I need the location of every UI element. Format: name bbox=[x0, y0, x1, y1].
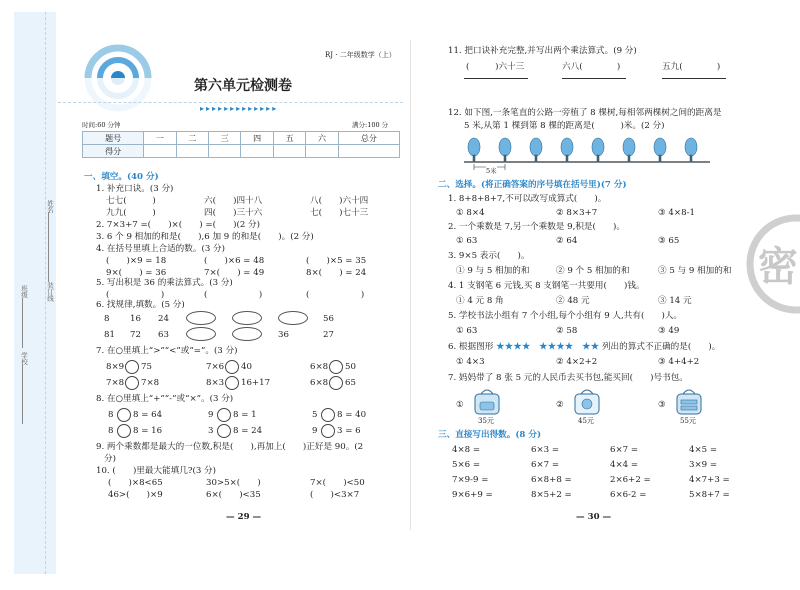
q9-text: 9. 两个乘数都是最大的一位数,积是( ),再加上( )正好是 90。(2 bbox=[96, 442, 364, 452]
binding-label-class: 班级 bbox=[20, 285, 28, 298]
oral-item: 4×7+3 = bbox=[689, 475, 730, 485]
q6-text: 6. 找规律,填数。(5 分) bbox=[96, 300, 185, 310]
score-header: 五 bbox=[273, 132, 305, 145]
q10-item: 46>( )×9 bbox=[108, 490, 163, 500]
backpack-icon bbox=[470, 386, 504, 416]
q7-circle[interactable] bbox=[125, 376, 139, 390]
choice-option[interactable]: ① 4 元 8 角 bbox=[456, 296, 504, 306]
section1-title: 一、填空。(40 分) bbox=[84, 172, 159, 182]
q1-item: 七( )七十三 bbox=[310, 208, 369, 218]
backpack-icon bbox=[570, 386, 604, 416]
oral-item: 6×6-2 = bbox=[610, 490, 647, 500]
q4-item: 7×( ) = 49 bbox=[204, 268, 265, 278]
q6-oval bbox=[278, 311, 308, 325]
q7-circle[interactable] bbox=[225, 376, 239, 390]
q8-text: 8. 在○里填上“+”“-”或“×”。(3 分) bbox=[96, 394, 234, 404]
q6-number: 24 bbox=[158, 314, 169, 324]
q7-left: 6×8 bbox=[310, 378, 329, 388]
oral-item: 6×3 = bbox=[531, 445, 560, 455]
choice-question: 1. 8+8+8+7,不可以改写成算式( )。 bbox=[448, 194, 607, 204]
q8-circle[interactable] bbox=[321, 424, 335, 438]
oral-item: 4×8 = bbox=[452, 445, 481, 455]
star-figure-icon: ★★★★ ★★★★ ★★ bbox=[496, 342, 600, 352]
oral-item: 3×9 = bbox=[689, 460, 718, 470]
choice-option[interactable]: ③ 5 与 9 相加的和 bbox=[658, 266, 732, 276]
q8-right: 3 = 6 bbox=[337, 426, 361, 436]
oral-item: 6×7 = bbox=[531, 460, 560, 470]
answer-line bbox=[562, 78, 626, 79]
oral-item: 7×9-9 = bbox=[452, 475, 489, 485]
oral-item: 8×5+2 = bbox=[531, 490, 572, 500]
binding-label-name: 姓名 bbox=[46, 200, 54, 213]
binding-label-school: 学校 bbox=[20, 352, 28, 365]
q11-text: 11. 把口诀补充完整,并写出两个乘法算式。(9 分) bbox=[448, 46, 637, 56]
q1-text: 1. 补充口诀。(3 分) bbox=[96, 184, 174, 194]
q4-text: 4. 在括号里填上合适的数。(3 分) bbox=[96, 244, 225, 254]
q7-right: 7×8 bbox=[141, 378, 160, 388]
score-header: 一 bbox=[144, 132, 176, 145]
q1-item: 八( )六十四 bbox=[310, 196, 369, 206]
page-divider bbox=[410, 40, 411, 530]
choice-question-pre: 6. 根据图形 bbox=[448, 342, 494, 352]
q7-circle[interactable] bbox=[329, 376, 343, 390]
q6-number: 36 bbox=[278, 330, 289, 340]
answer-line bbox=[464, 78, 528, 79]
q12-text: 12. 如下图,一条笔直的公路一旁植了 8 棵树,每相邻两棵树之间的距离是 bbox=[448, 108, 722, 118]
choice-question: 4. 1 支钢笔 6 元钱,买 8 支钢笔一共要用( )钱。 bbox=[448, 281, 645, 291]
q12-text-cont: 5 米,从第 1 棵到第 8 棵的距离是( )米。(2 分) bbox=[464, 121, 665, 131]
q8-left: 5 bbox=[312, 410, 318, 420]
choice-option[interactable]: ② 8×3+7 bbox=[556, 208, 598, 218]
q6-oval bbox=[232, 327, 262, 341]
q3-text: 3. 6 个 9 相加的和是( ),6 加 9 的和是( )。(2 分) bbox=[96, 232, 314, 242]
q8-right: 8 = 40 bbox=[337, 410, 367, 420]
q6-number: 81 bbox=[104, 330, 115, 340]
choice-option[interactable]: ② bbox=[556, 400, 564, 410]
choice-question: 3. 9×5 表示( )。 bbox=[448, 251, 530, 261]
svg-text:密: 密 bbox=[758, 244, 798, 290]
choice-option[interactable]: ③ 65 bbox=[658, 236, 680, 246]
tree-row-illustration bbox=[462, 136, 712, 172]
choice-option[interactable]: ① 63 bbox=[456, 326, 478, 336]
q1-item: 七七( ) bbox=[106, 196, 156, 206]
q4-item: ( )×9 = 18 bbox=[106, 256, 167, 266]
answer-line bbox=[662, 78, 726, 79]
choice-option[interactable]: ① 9 与 5 相加的和 bbox=[456, 266, 530, 276]
score-header: 二 bbox=[176, 132, 208, 145]
score-header: 六 bbox=[306, 132, 338, 145]
q7-right: 16+17 bbox=[241, 378, 271, 388]
full-score: 满分:100 分 bbox=[352, 121, 389, 129]
q8-circle[interactable] bbox=[217, 424, 231, 438]
choice-option[interactable]: ② 58 bbox=[556, 326, 578, 336]
q6-number: 63 bbox=[158, 330, 169, 340]
q7-right: 40 bbox=[241, 362, 252, 372]
choice-option[interactable]: ① 4×3 bbox=[456, 357, 485, 367]
q10-text: 10. ( )里最大能填几?(3 分) bbox=[96, 466, 216, 476]
q8-circle[interactable] bbox=[321, 408, 335, 422]
choice-option[interactable]: ① bbox=[456, 400, 464, 410]
oral-item: 9×6+9 = bbox=[452, 490, 493, 500]
q10-item: ( )×8<65 bbox=[108, 478, 163, 488]
q11-item: ( )六十三 bbox=[466, 62, 525, 72]
q8-left: 9 bbox=[208, 410, 214, 420]
choice-question: 5. 学校书法小组有 7 个小组,每个小组有 9 人,共有( )人。 bbox=[448, 311, 683, 321]
q10-item: 6×( )<35 bbox=[206, 490, 261, 500]
q8-left: 3 bbox=[208, 426, 214, 436]
oral-item: 4×4 = bbox=[610, 460, 639, 470]
q10-item: 7×( )<50 bbox=[310, 478, 365, 488]
choice-question: 7. 妈妈带了 8 张 5 元的人民币去买书包,能买回( )号书包。 bbox=[448, 373, 688, 383]
choice-option[interactable]: ② 64 bbox=[556, 236, 578, 246]
q11-item: 五九( ) bbox=[662, 62, 721, 72]
page-number-right: — 30 — bbox=[576, 512, 612, 522]
backpack-icon bbox=[672, 386, 706, 416]
oral-item: 5×6 = bbox=[452, 460, 481, 470]
score-header: 题号 bbox=[83, 132, 144, 145]
q6-number: 27 bbox=[323, 330, 334, 340]
choice-option[interactable]: ③ 14 元 bbox=[658, 296, 692, 306]
q6-number: 16 bbox=[130, 314, 141, 324]
q8-right: 8 = 64 bbox=[133, 410, 163, 420]
q8-circle[interactable] bbox=[117, 408, 131, 422]
oral-item: 5×8+7 = bbox=[689, 490, 730, 500]
q8-left: 8 bbox=[108, 410, 114, 420]
oral-item: 6×8+8 = bbox=[531, 475, 572, 485]
name-underline bbox=[48, 212, 49, 282]
q8-left: 9 bbox=[312, 426, 318, 436]
choice-option[interactable]: ② 48 元 bbox=[556, 296, 590, 306]
book-badge: RJ · 二年级数学（上） bbox=[325, 51, 396, 59]
seal-stamp-icon bbox=[744, 212, 800, 316]
oral-item: 4×5 = bbox=[689, 445, 718, 455]
q5-text: 5. 写出积是 36 的乘法算式。(3 分) bbox=[96, 278, 233, 288]
q8-left: 8 bbox=[108, 426, 114, 436]
score-cell[interactable] bbox=[273, 145, 305, 158]
q10-item: ( )<3×7 bbox=[310, 490, 360, 500]
q6-oval bbox=[186, 311, 216, 325]
q7-left: 6×8 bbox=[310, 362, 329, 372]
choice-option[interactable]: ③ 4×8-1 bbox=[658, 208, 695, 218]
q7-right: 65 bbox=[345, 378, 356, 388]
choice-option[interactable]: ③ 49 bbox=[658, 326, 680, 336]
q6-number: 56 bbox=[323, 314, 334, 324]
q8-circle[interactable] bbox=[117, 424, 131, 438]
q6-number: 8 bbox=[104, 314, 110, 324]
bag-price: 55元 bbox=[680, 417, 696, 425]
q6-oval bbox=[232, 311, 262, 325]
score-cell[interactable] bbox=[241, 145, 273, 158]
page-title: 第六单元检测卷 bbox=[194, 78, 292, 94]
binding-label-line: 装订线 bbox=[46, 282, 54, 302]
q7-left: 8×9 bbox=[106, 362, 125, 372]
score-table bbox=[82, 131, 400, 158]
bag-price: 45元 bbox=[578, 417, 594, 425]
arrow-row-decoration: ▸▸▸▸▸▸▸▸▸▸▸▸▸ bbox=[200, 104, 279, 113]
q4-item: 9×( ) = 36 bbox=[106, 268, 167, 278]
section3-title: 三、直接写出得数。(8 分) bbox=[438, 430, 542, 440]
q6-number: 72 bbox=[130, 330, 141, 340]
oral-item: 2×6+2 = bbox=[610, 475, 651, 485]
q8-circle[interactable] bbox=[217, 408, 231, 422]
q7-circle[interactable] bbox=[225, 360, 239, 374]
tree-distance-label: 5米 bbox=[486, 167, 497, 175]
choice-option[interactable]: ③ bbox=[658, 400, 666, 410]
score-cell[interactable] bbox=[144, 145, 176, 158]
q7-circle[interactable] bbox=[125, 360, 139, 374]
score-header: 总分 bbox=[338, 132, 399, 145]
score-cell[interactable] bbox=[209, 145, 241, 158]
class-underline bbox=[22, 298, 23, 348]
choice-option[interactable]: ② 9 个 5 相加的和 bbox=[556, 266, 630, 276]
choice-option[interactable]: ② 4×2+2 bbox=[556, 357, 598, 367]
score-header: 四 bbox=[241, 132, 273, 145]
page-number-left: — 29 — bbox=[226, 512, 262, 522]
choice-question: 2. 一个乘数是 7,另一个乘数是 9,积是( )。 bbox=[448, 222, 625, 232]
school-underline bbox=[22, 364, 23, 424]
score-row-label: 得分 bbox=[83, 145, 144, 158]
score-cell[interactable] bbox=[176, 145, 208, 158]
q4-item: 8×( ) = 24 bbox=[306, 268, 367, 278]
q9-text-cont: 分) bbox=[104, 454, 116, 464]
q10-item: 30>5×( ) bbox=[206, 478, 261, 488]
choice-option[interactable]: ① 63 bbox=[456, 236, 478, 246]
section2-title: 二、选择。(将正确答案的序号填在括号里)(7 分) bbox=[438, 180, 627, 190]
q2-text: 2. 7×3+7 =( )×( ) =( )(2 分) bbox=[96, 220, 260, 230]
score-cell[interactable] bbox=[306, 145, 338, 158]
time-limit: 时间:60 分钟 bbox=[82, 121, 121, 129]
q1-item: 四( )三十六 bbox=[204, 208, 263, 218]
q7-right: 50 bbox=[345, 362, 356, 372]
q7-left: 8×3 bbox=[206, 378, 225, 388]
q8-right: 8 = 16 bbox=[133, 426, 163, 436]
score-header: 三 bbox=[209, 132, 241, 145]
q7-right: 75 bbox=[141, 362, 152, 372]
q7-circle[interactable] bbox=[329, 360, 343, 374]
q5-blank: ( ) bbox=[204, 290, 263, 300]
choice-question bbox=[448, 342, 720, 352]
oral-item: 6×7 = bbox=[610, 445, 639, 455]
q6-oval bbox=[186, 327, 216, 341]
q11-item: 六八( ) bbox=[562, 62, 621, 72]
q5-blank: ( ) bbox=[106, 290, 165, 300]
bag-price: 35元 bbox=[478, 417, 494, 425]
q7-left: 7×8 bbox=[106, 378, 125, 388]
score-cell[interactable] bbox=[338, 145, 399, 158]
q4-item: ( )×6 = 48 bbox=[204, 256, 265, 266]
q1-item: 六( )四十八 bbox=[204, 196, 263, 206]
choice-option[interactable]: ③ 4+4+2 bbox=[658, 357, 700, 367]
q1-item: 九九( ) bbox=[106, 208, 156, 218]
q4-item: ( )×5 = 35 bbox=[306, 256, 367, 266]
q7-text: 7. 在○里填上“>”“<”或“=”。(3 分) bbox=[96, 346, 238, 356]
choice-question-post: 列出的算式不正确的是( )。 bbox=[601, 342, 721, 352]
q8-right: 8 = 24 bbox=[233, 426, 263, 436]
q7-left: 7×6 bbox=[206, 362, 225, 372]
choice-option[interactable]: ① 8×4 bbox=[456, 208, 485, 218]
q5-blank: ( ) bbox=[306, 290, 365, 300]
q8-right: 8 = 1 bbox=[233, 410, 257, 420]
